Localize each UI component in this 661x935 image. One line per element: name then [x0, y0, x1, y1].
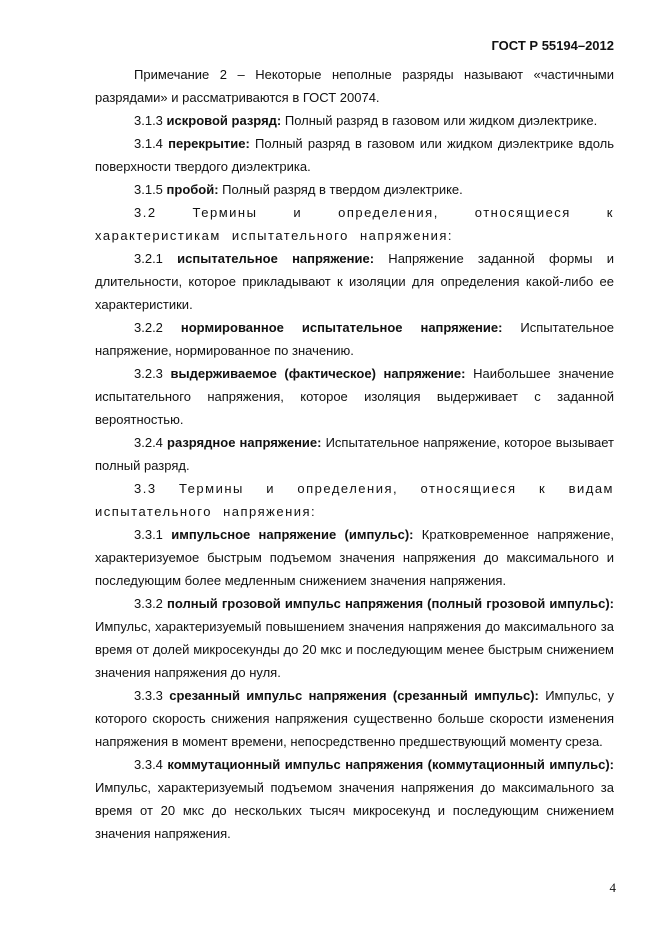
clause-number: 3.3.3 — [134, 688, 170, 703]
clause-number: 3.2.3 — [134, 366, 171, 381]
term: искровой разряд: — [166, 113, 282, 128]
clause-3-1-3 — [95, 109, 614, 132]
clause-number: 3.3.2 — [134, 596, 168, 611]
definition: Импульс, характеризуемый повышением значения напряжения до максимального за время от долей микросекунды до 20 мкс и последующим менее быстрым снижением значения напряжения до нуля. — [95, 619, 614, 680]
clause-3-3-3 — [95, 684, 614, 753]
section-heading-text: 3.2 Термины и определения, относящиеся к характеристикам испытательного напряжения: — [95, 205, 614, 243]
clause-number: 3.3.1 — [134, 527, 172, 542]
definition: Импульс, характеризуемый подъемом значения напряжения до максимального за время от 20 мкс до нескольких тысяч микросекунд и последующим снижением значения напряжения. — [95, 780, 614, 841]
clause-number: 3.1.3 — [134, 113, 167, 128]
document-header: ГОСТ Р 55194–2012 — [491, 38, 614, 53]
section-heading-3-2 — [95, 201, 614, 247]
definition: Наибольшее значение испытательного напряжения, которое изоляция выдерживает с заданной вероятностью. — [95, 366, 614, 427]
definition: Испытательное напряжение, нормированное по значению. — [95, 320, 614, 358]
definition: Импульс, у которого скорость снижения напряжения существенно больше скорости изменения напряжения в момент времени, непосредственно предшествующий моменту среза. — [95, 688, 615, 749]
section-heading-3-3 — [95, 477, 614, 523]
definition: Полный разряд в газовом или жидком диэлектрике. — [281, 113, 598, 128]
term: импульсное напряжение (импульс): — [171, 527, 414, 542]
document-body — [95, 63, 614, 845]
term: выдерживаемое (фактическое) напряжение: — [170, 366, 466, 381]
clause-3-2-4 — [95, 431, 614, 477]
clause-number: 3.1.5 — [134, 182, 167, 197]
clause-3-1-4 — [95, 132, 614, 178]
definition: Полный разряд в газовом или жидком диэлектрике вдоль поверхности твердого диэлектрика. — [95, 136, 615, 174]
clause-3-3-2 — [95, 592, 614, 684]
clause-number: 3.2.2 — [134, 320, 181, 335]
term: срезанный импульс напряжения (срезанный импульс): — [169, 688, 539, 703]
note-paragraph — [95, 63, 614, 109]
paragraph-text: Примечание 2 – Некоторые неполные разряды называют «частичными разрядами» и рассматриваются в ГОСТ 20074. — [95, 67, 614, 105]
term: коммутационный импульс напряжения (коммутационный импульс): — [167, 757, 614, 772]
clause-3-2-3 — [95, 362, 614, 431]
section-heading-text: 3.3 Термины и определения, относящиеся к видам испытательного напряжения: — [95, 481, 614, 519]
definition: Напряжение заданной формы и длительности, которое прикладывают к изоляции для определения какой-либо ее характеристики. — [95, 251, 614, 312]
definition: Кратковременное напряжение, характеризуемое быстрым подъемом значения напряжения до максимального и последующим более медленным снижением значения напряжения. — [95, 527, 615, 588]
clause-number: 3.2.1 — [134, 251, 178, 266]
term: нормированное испытательное напряжение: — [180, 320, 503, 335]
definition: Полный разряд в твердом диэлектрике. — [218, 182, 463, 197]
clause-3-3-4 — [95, 753, 614, 845]
clause-3-2-2 — [95, 316, 614, 362]
clause-3-2-1 — [95, 247, 614, 316]
term: разрядное напряжение: — [167, 435, 322, 450]
page-number: 4 — [609, 880, 616, 895]
term: испытательное напряжение: — [177, 251, 375, 266]
term: пробой: — [166, 182, 219, 197]
term: полный грозовой импульс напряжения (полный грозовой импульс): — [167, 596, 614, 611]
clause-3-1-5 — [95, 178, 614, 201]
clause-number: 3.2.4 — [134, 435, 167, 450]
clause-number: 3.3.4 — [134, 757, 168, 772]
definition: Испытательное напряжение, которое вызывает полный разряд. — [95, 435, 614, 473]
term: перекрытие: — [168, 136, 250, 151]
clause-3-3-1 — [95, 523, 614, 592]
clause-number: 3.1.4 — [134, 136, 169, 151]
